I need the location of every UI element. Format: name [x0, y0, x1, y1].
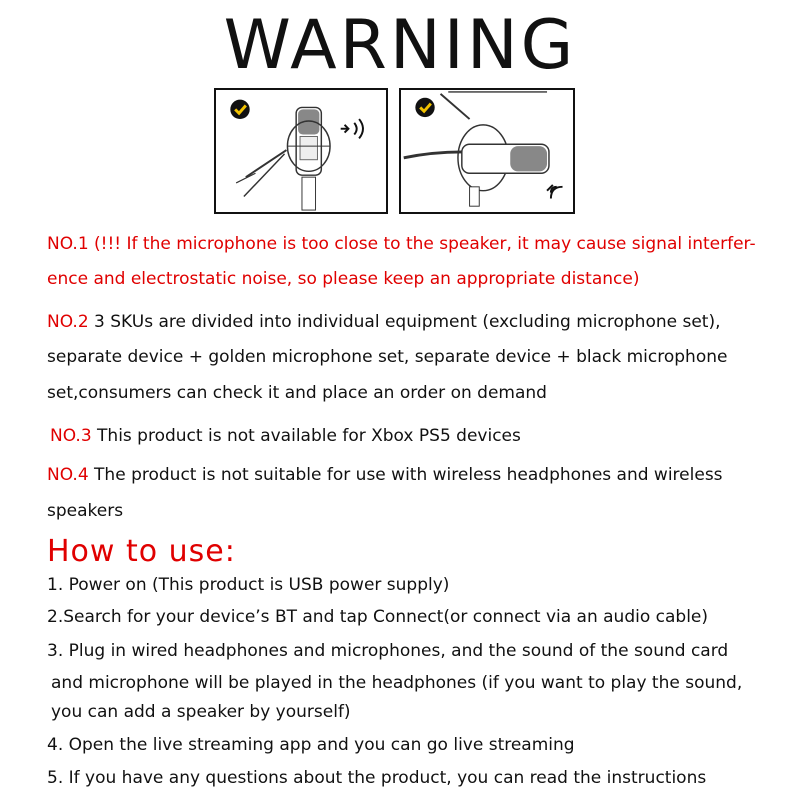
howto-step4: 4. Open the live streaming app and you can go live streaming	[47, 735, 575, 755]
note-no2-text1: 3 SKUs are divided into individual equipment (excluding microphone set),	[88, 312, 721, 332]
sound-wave-icon	[547, 185, 562, 199]
illustration-mic-side	[214, 88, 388, 214]
warning-title: WARNING	[223, 6, 577, 85]
check-icon	[415, 98, 434, 117]
illustration-mic-front	[399, 88, 575, 214]
note-no2-line3: set,consumers can check it and place an order on demand	[47, 383, 547, 403]
note-no2-line1	[47, 311, 721, 333]
microphone-side-illustration	[216, 90, 386, 212]
howto-step3-line2: and microphone will be played in the headphones (if you want to play the sound,	[51, 673, 743, 693]
howto-step1: 1. Power on (This product is USB power supply)	[47, 575, 450, 595]
note-no4-line1	[47, 464, 723, 486]
note-no3-label: NO.3	[50, 426, 92, 446]
note-no4-text1: The product is not suitable for use with wireless headphones and wireless	[88, 465, 723, 485]
note-no4-label: NO.4	[47, 465, 89, 485]
check-icon	[230, 100, 249, 119]
note-no4-line2: speakers	[47, 501, 124, 521]
note-no3	[50, 425, 521, 447]
howto-step5: 5. If you have any questions about the product, you can read the instructions	[47, 768, 707, 788]
note-no1-line2: ence and electrostatic noise, so please keep an appropriate distance)	[47, 269, 640, 289]
note-no3-text: This product is not available for Xbox PS5 devices	[91, 426, 521, 446]
howto-heading: How to use:	[47, 534, 236, 569]
sound-wave-icon	[341, 119, 363, 138]
note-no1-line1: NO.1 (!!! If the microphone is too close to the speaker, it may cause signal interfer-	[47, 234, 756, 254]
note-no2-label: NO.2	[47, 312, 89, 332]
microphone-front-illustration	[401, 90, 573, 212]
howto-step3-line1: 3. Plug in wired headphones and microphones, and the sound of the sound card	[47, 641, 729, 661]
howto-step2: 2.Search for your device’s BT and tap Connect(or connect via an audio cable)	[47, 607, 709, 627]
howto-step3-line3: you can add a speaker by yourself)	[51, 702, 351, 722]
note-no2-line2: separate device + golden microphone set, separate device + black microphone	[47, 347, 728, 367]
